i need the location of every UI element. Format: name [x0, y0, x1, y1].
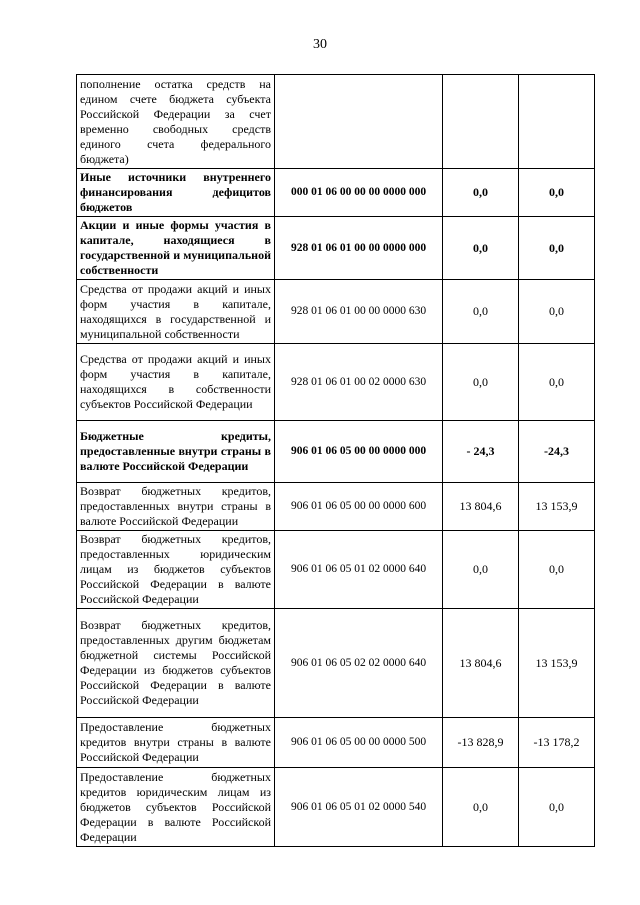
table-row — [77, 531, 595, 609]
row-description: Предоставление бюджетных кредитов юридическим лицам из бюджетов субъектов Российской Федерации в валюте Российской Федерации — [77, 768, 275, 847]
row-description: Средства от продажи акций и иных форм участия в капитале, находящихся в государственной и муниципальной собственности — [77, 280, 275, 344]
row-value-1 — [443, 75, 519, 169]
row-code: 928 01 06 01 00 00 0000 000 — [275, 217, 443, 280]
row-code: 906 01 06 05 00 00 0000 000 — [275, 421, 443, 483]
row-description: Предоставление бюджетных кредитов внутри страны в валюте Российской Федерации — [77, 718, 275, 768]
table-row — [77, 768, 595, 847]
row-value-1: 0,0 — [443, 169, 519, 217]
row-value-2: 13 153,9 — [519, 483, 595, 531]
row-value-1: 0,0 — [443, 280, 519, 344]
row-value-2: 0,0 — [519, 280, 595, 344]
table-row — [77, 280, 595, 344]
row-description: Возврат бюджетных кредитов, предоставленных другим бюджетам бюджетной системы Российской Федерации из бюджетов субъектов Российской Федерации в валюте Российской Федерации — [77, 609, 275, 718]
row-value-1: 0,0 — [443, 531, 519, 609]
row-description: Возврат бюджетных кредитов, предоставленных юридическим лицам из бюджетов субъектов Российской Федерации в валюте Российской Федерации — [77, 531, 275, 609]
row-code: 928 01 06 01 00 00 0000 630 — [275, 280, 443, 344]
row-code: 906 01 06 05 00 00 0000 600 — [275, 483, 443, 531]
row-value-2: -13 178,2 — [519, 718, 595, 768]
row-value-2: -24,3 — [519, 421, 595, 483]
table-row — [77, 483, 595, 531]
row-code — [275, 75, 443, 169]
row-value-1: 0,0 — [443, 217, 519, 280]
row-value-2: 0,0 — [519, 217, 595, 280]
table-row — [77, 75, 595, 169]
page-number: 30 — [313, 37, 327, 52]
row-code: 906 01 06 05 01 02 0000 640 — [275, 531, 443, 609]
row-value-1: 13 804,6 — [443, 483, 519, 531]
row-description: Средства от продажи акций и иных форм участия в капитале, находящихся в собственности субъектов Российской Федерации — [77, 344, 275, 421]
row-description: Акции и иные формы участия в капитале, находящиеся в государственной и муниципальной собственности — [77, 217, 275, 280]
table-row — [77, 344, 595, 421]
row-value-1: 0,0 — [443, 768, 519, 847]
row-value-1: - 24,3 — [443, 421, 519, 483]
row-value-2: 13 153,9 — [519, 609, 595, 718]
row-description: Бюджетные кредиты, предоставленные внутри страны в валюте Российской Федерации — [77, 421, 275, 483]
table-row — [77, 421, 595, 483]
row-code: 928 01 06 01 00 02 0000 630 — [275, 344, 443, 421]
table-row — [77, 718, 595, 768]
row-description: Иные источники внутреннего финансирования дефицитов бюджетов — [77, 169, 275, 217]
row-value-1: -13 828,9 — [443, 718, 519, 768]
row-value-2: 0,0 — [519, 344, 595, 421]
row-description: Возврат бюджетных кредитов, предоставленных внутри страны в валюте Российской Федерации — [77, 483, 275, 531]
row-code: 906 01 06 05 00 00 0000 500 — [275, 718, 443, 768]
row-value-1: 13 804,6 — [443, 609, 519, 718]
table-row — [77, 609, 595, 718]
row-value-2: 0,0 — [519, 768, 595, 847]
row-code: 906 01 06 05 02 02 0000 640 — [275, 609, 443, 718]
row-value-1: 0,0 — [443, 344, 519, 421]
row-description: пополнение остатка средств на едином счете бюджета субъекта Российской Федерации за счет временно свободных средств единого счета федерального бюджета) — [77, 75, 275, 169]
row-value-2: 0,0 — [519, 169, 595, 217]
row-value-2 — [519, 75, 595, 169]
row-code: 000 01 06 00 00 00 0000 000 — [275, 169, 443, 217]
row-code: 906 01 06 05 01 02 0000 540 — [275, 768, 443, 847]
financing-sources-table — [76, 74, 595, 847]
table-row — [77, 169, 595, 217]
table-row — [77, 217, 595, 280]
row-value-2: 0,0 — [519, 531, 595, 609]
